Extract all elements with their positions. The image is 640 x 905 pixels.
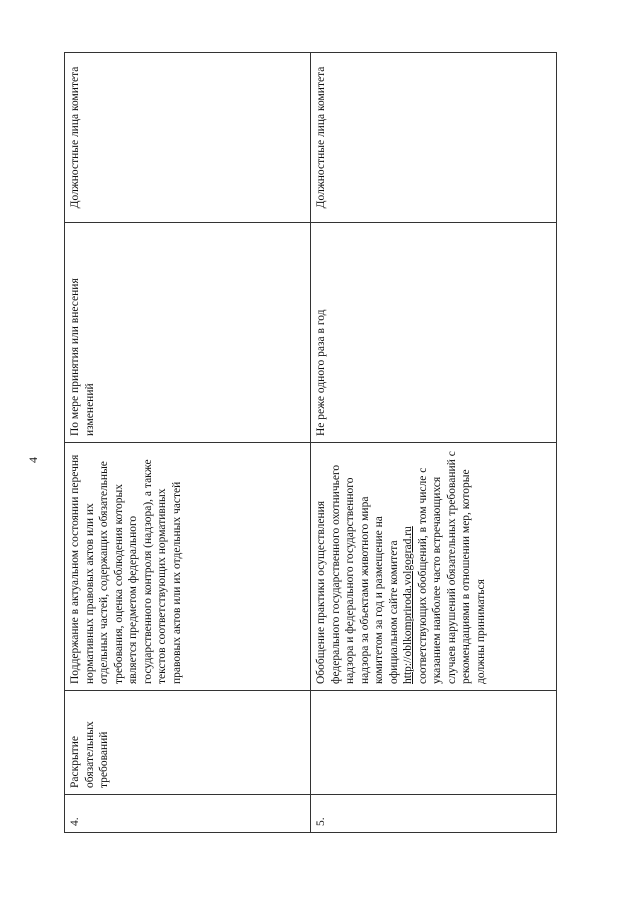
measure-period: По мере принятия или внесения изменений	[65, 223, 311, 443]
page-number: 4	[26, 457, 40, 463]
measure-description: Поддержание в актуальном состоянии перечня нормативных правовых актов или их отдельных частей, содержащих обязательные требования, оценка соблюдения которых является предметом федерального государственного контроля (надзора), а также текстов соответствующих нормативных правовых актов или их отдельных частей	[65, 443, 311, 691]
measure-name: Раскрытие обязательных требований	[65, 691, 311, 795]
responsible-persons: Должностные лица комитета	[311, 53, 557, 223]
description-text: Обобщение практики осуществления федерального государственного охотничьего надзора и федерального государственного надзора за объектами животного мира комитетом за год и размещение на официальном сайте комитета	[315, 464, 400, 684]
responsible-persons: Должностные лица комитета	[65, 53, 311, 223]
measure-description	[311, 443, 557, 691]
measure-name	[311, 691, 557, 795]
row-number: 4.	[65, 795, 311, 833]
measure-period: Не реже одного раза в год	[311, 223, 557, 443]
description-text: соответствующих обобщений, в том числе с указанием наиболее часто встречающихся случаев нарушений обязательных требований с рекомендациями в отношении мер, которые должны приниматься	[416, 451, 487, 684]
table-row	[65, 53, 311, 833]
committee-website-link[interactable]: http://oblkompriroda.volgograd.ru	[402, 526, 414, 684]
table-row	[311, 53, 557, 833]
row-number: 5.	[311, 795, 557, 833]
measures-table	[64, 52, 557, 833]
